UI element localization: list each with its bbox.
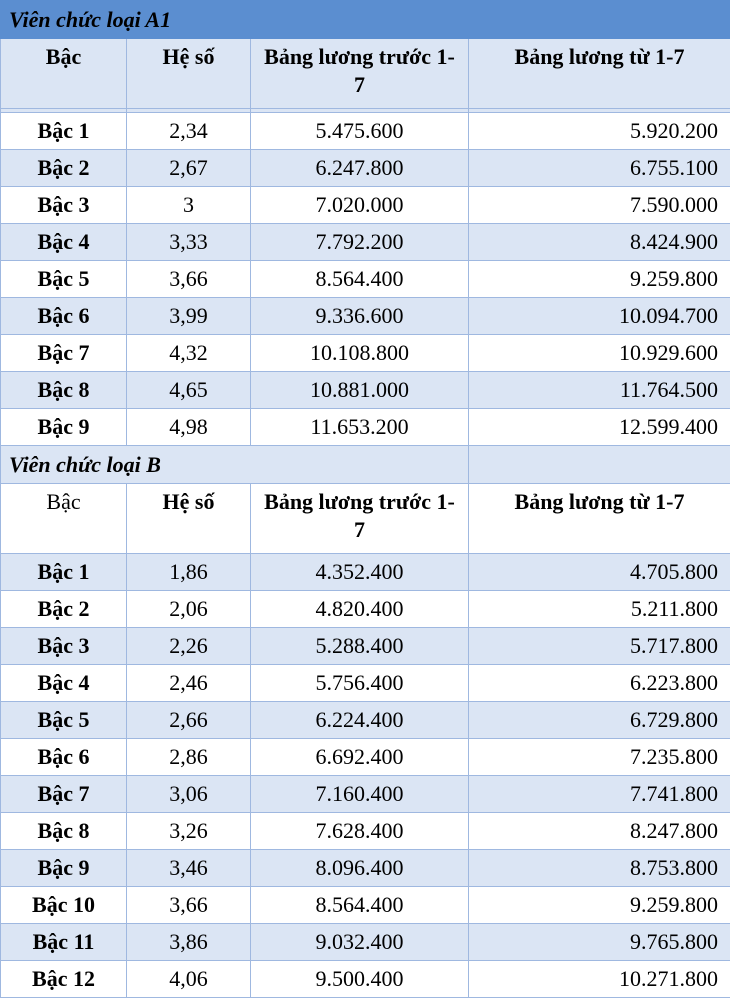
header-before: Bảng lương trước 1-7: [251, 39, 469, 109]
salary-before-cell: 7.020.000: [251, 187, 469, 224]
table-a-title: Viên chức loại A1: [1, 1, 730, 39]
salary-before-cell: 7.628.400: [251, 813, 469, 850]
table-b-title-row: [1, 446, 730, 484]
header-after: Bảng lương từ 1-7: [469, 484, 730, 554]
level-cell: Bậc 7: [1, 335, 127, 372]
salary-after-cell: 7.590.000: [469, 187, 730, 224]
salary-before-cell: 9.500.400: [251, 961, 469, 998]
level-cell: Bậc 9: [1, 409, 127, 446]
salary-before-cell: 7.160.400: [251, 776, 469, 813]
salary-before-cell: 8.564.400: [251, 261, 469, 298]
table-a-header-row: [1, 39, 730, 109]
table-row: [1, 187, 730, 224]
level-cell: Bậc 3: [1, 187, 127, 224]
coef-cell: 1,86: [127, 554, 251, 591]
table-row: [1, 409, 730, 446]
table-row: [1, 335, 730, 372]
level-cell: Bậc 11: [1, 924, 127, 961]
salary-before-cell: 6.224.400: [251, 702, 469, 739]
header-coef: Hệ số: [127, 484, 251, 554]
header-before: Bảng lương trước 1-7: [251, 484, 469, 554]
coef-cell: 2,46: [127, 665, 251, 702]
salary-after-cell: 6.223.800: [469, 665, 730, 702]
table-row: [1, 665, 730, 702]
coef-cell: 2,26: [127, 628, 251, 665]
coef-cell: 4,06: [127, 961, 251, 998]
table-row: [1, 702, 730, 739]
salary-before-cell: 10.108.800: [251, 335, 469, 372]
table-row: [1, 554, 730, 591]
table-row: [1, 813, 730, 850]
salary-after-cell: 10.271.800: [469, 961, 730, 998]
coef-cell: 3,06: [127, 776, 251, 813]
table-row: [1, 591, 730, 628]
table-row: [1, 887, 730, 924]
coef-cell: 2,66: [127, 702, 251, 739]
salary-after-cell: 11.764.500: [469, 372, 730, 409]
level-cell: Bậc 7: [1, 776, 127, 813]
table-row: [1, 298, 730, 335]
salary-after-cell: 10.929.600: [469, 335, 730, 372]
salary-before-cell: 5.288.400: [251, 628, 469, 665]
level-cell: Bậc 5: [1, 261, 127, 298]
coef-cell: 3,99: [127, 298, 251, 335]
table-b-header-row: [1, 484, 730, 554]
salary-after-cell: 8.753.800: [469, 850, 730, 887]
header-level: Bậc: [1, 39, 127, 109]
coef-cell: 2,06: [127, 591, 251, 628]
level-cell: Bậc 10: [1, 887, 127, 924]
level-cell: Bậc 2: [1, 591, 127, 628]
table-row: [1, 224, 730, 261]
table-a-title-row: [1, 1, 730, 39]
salary-before-cell: 8.564.400: [251, 887, 469, 924]
coef-cell: 3,33: [127, 224, 251, 261]
table-b-title: Viên chức loại B: [1, 446, 469, 484]
table-row: [1, 850, 730, 887]
salary-after-cell: 9.765.800: [469, 924, 730, 961]
level-cell: Bậc 6: [1, 298, 127, 335]
salary-before-cell: 5.475.600: [251, 113, 469, 150]
salary-before-cell: 4.820.400: [251, 591, 469, 628]
table-row: [1, 961, 730, 998]
table-row: [1, 628, 730, 665]
table-row: [1, 113, 730, 150]
salary-before-cell: 5.756.400: [251, 665, 469, 702]
level-cell: Bậc 8: [1, 813, 127, 850]
salary-before-cell: 10.881.000: [251, 372, 469, 409]
level-cell: Bậc 8: [1, 372, 127, 409]
header-after: Bảng lương từ 1-7: [469, 39, 730, 109]
coef-cell: 3,46: [127, 850, 251, 887]
salary-after-cell: 4.705.800: [469, 554, 730, 591]
salary-before-cell: 7.792.200: [251, 224, 469, 261]
salary-after-cell: 9.259.800: [469, 887, 730, 924]
level-cell: Bậc 6: [1, 739, 127, 776]
salary-after-cell: 10.094.700: [469, 298, 730, 335]
salary-after-cell: 8.424.900: [469, 224, 730, 261]
coef-cell: 4,32: [127, 335, 251, 372]
salary-before-cell: 9.336.600: [251, 298, 469, 335]
header-level: Bậc: [1, 484, 127, 554]
coef-cell: 3,26: [127, 813, 251, 850]
table-row: [1, 372, 730, 409]
salary-after-cell: 7.741.800: [469, 776, 730, 813]
level-cell: Bậc 5: [1, 702, 127, 739]
salary-after-cell: 5.717.800: [469, 628, 730, 665]
header-coef: Hệ số: [127, 39, 251, 109]
coef-cell: 2,86: [127, 739, 251, 776]
salary-before-cell: 4.352.400: [251, 554, 469, 591]
coef-cell: 3,66: [127, 887, 251, 924]
level-cell: Bậc 1: [1, 113, 127, 150]
salary-after-cell: 12.599.400: [469, 409, 730, 446]
salary-after-cell: 5.211.800: [469, 591, 730, 628]
salary-before-cell: 8.096.400: [251, 850, 469, 887]
table-row: [1, 150, 730, 187]
salary-after-cell: 9.259.800: [469, 261, 730, 298]
salary-before-cell: 6.247.800: [251, 150, 469, 187]
coef-cell: 3,86: [127, 924, 251, 961]
level-cell: Bậc 4: [1, 665, 127, 702]
coef-cell: 4,65: [127, 372, 251, 409]
table-row: [1, 924, 730, 961]
salary-before-cell: 9.032.400: [251, 924, 469, 961]
coef-cell: 4,98: [127, 409, 251, 446]
level-cell: Bậc 2: [1, 150, 127, 187]
coef-cell: 3: [127, 187, 251, 224]
salary-after-cell: 8.247.800: [469, 813, 730, 850]
salary-after-cell: 7.235.800: [469, 739, 730, 776]
salary-after-cell: 6.729.800: [469, 702, 730, 739]
coef-cell: 2,67: [127, 150, 251, 187]
coef-cell: 2,34: [127, 113, 251, 150]
level-cell: Bậc 1: [1, 554, 127, 591]
table-b-title-empty: [469, 446, 730, 484]
level-cell: Bậc 9: [1, 850, 127, 887]
salary-before-cell: 6.692.400: [251, 739, 469, 776]
salary-after-cell: 5.920.200: [469, 113, 730, 150]
table-row: [1, 776, 730, 813]
coef-cell: 3,66: [127, 261, 251, 298]
level-cell: Bậc 12: [1, 961, 127, 998]
salary-before-cell: 11.653.200: [251, 409, 469, 446]
table-row: [1, 261, 730, 298]
salary-after-cell: 6.755.100: [469, 150, 730, 187]
table-row: [1, 739, 730, 776]
level-cell: Bậc 3: [1, 628, 127, 665]
level-cell: Bậc 4: [1, 224, 127, 261]
